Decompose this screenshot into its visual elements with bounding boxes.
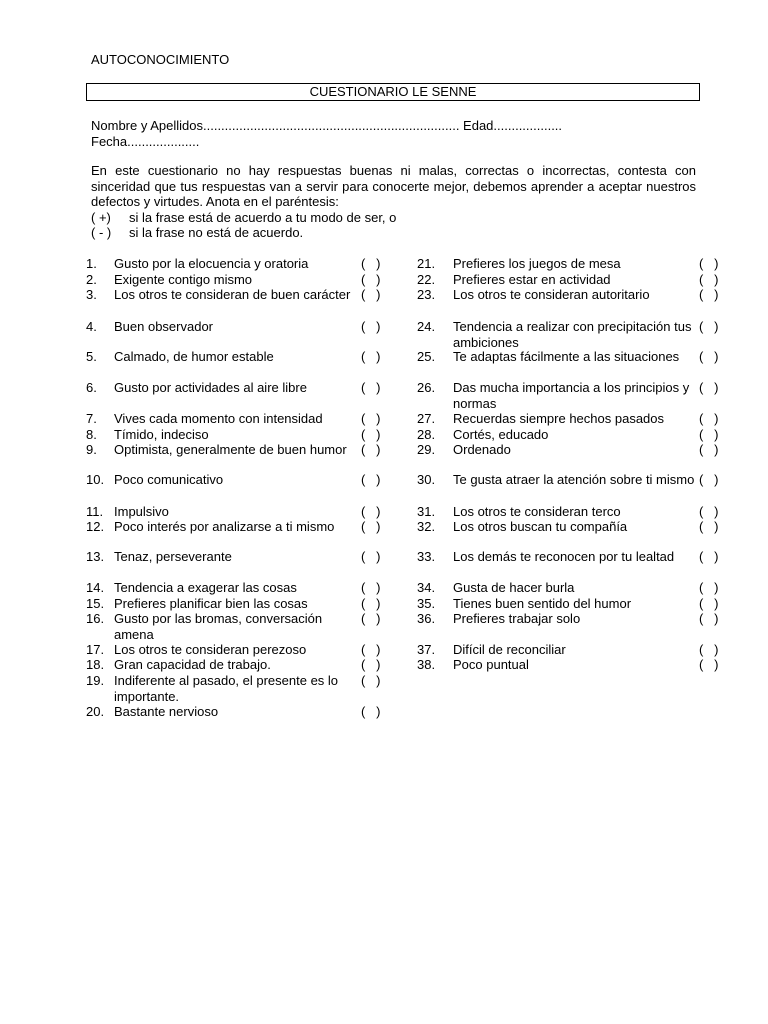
question-number: 32. bbox=[417, 519, 436, 534]
question-number: 35. bbox=[417, 596, 436, 611]
question-text: Optimista, generalmente de buen humor bbox=[114, 442, 347, 457]
question-row bbox=[86, 272, 381, 288]
question-text: Tímido, indeciso bbox=[114, 427, 209, 442]
question-row bbox=[417, 611, 719, 627]
question-number: 9. bbox=[86, 442, 97, 457]
answer-box[interactable]: ( ) bbox=[361, 472, 381, 487]
question-row bbox=[417, 596, 719, 612]
question-row bbox=[86, 411, 381, 427]
question-row bbox=[86, 657, 381, 673]
question-text: Tendencia a realizar con precipitación tus ambiciones bbox=[453, 319, 692, 350]
question-number: 22. bbox=[417, 272, 436, 287]
answer-box[interactable]: ( ) bbox=[361, 580, 381, 595]
question-number: 3. bbox=[86, 287, 97, 302]
question-text: Los demás te reconocen por tu lealtad bbox=[453, 549, 675, 564]
question-row bbox=[417, 287, 719, 303]
question-text: Los otros buscan tu compañía bbox=[453, 519, 628, 534]
question-number: 10. bbox=[86, 472, 105, 487]
question-number: 29. bbox=[417, 442, 436, 457]
question-number: 21. bbox=[417, 256, 436, 271]
question-number: 18. bbox=[86, 657, 105, 672]
question-row bbox=[86, 472, 381, 488]
question-number: 6. bbox=[86, 380, 97, 395]
question-row bbox=[417, 549, 719, 565]
answer-box[interactable]: ( ) bbox=[361, 427, 381, 442]
answer-box[interactable]: ( ) bbox=[361, 287, 381, 302]
option-symbol: ( +) bbox=[91, 209, 111, 225]
question-row bbox=[417, 642, 719, 658]
question-text: Bastante nervioso bbox=[114, 704, 219, 719]
answer-box[interactable]: ( ) bbox=[361, 380, 381, 395]
question-row bbox=[417, 272, 719, 288]
question-number: 14. bbox=[86, 580, 105, 595]
answer-box[interactable]: ( ) bbox=[361, 319, 381, 334]
question-number: 4. bbox=[86, 319, 97, 334]
answer-box[interactable]: ( ) bbox=[361, 256, 381, 271]
answer-box[interactable]: ( ) bbox=[699, 427, 719, 442]
question-row bbox=[86, 442, 381, 458]
question-row bbox=[86, 287, 381, 303]
option-text: si la frase no está de acuerdo. bbox=[129, 225, 304, 240]
question-text: Vives cada momento con intensidad bbox=[114, 411, 323, 426]
page-heading: AUTOCONOCIMIENTO bbox=[91, 52, 230, 67]
question-row bbox=[86, 427, 381, 443]
question-number: 20. bbox=[86, 704, 105, 719]
question-text: Das mucha importancia a los principios y normas bbox=[453, 380, 690, 411]
answer-box[interactable]: ( ) bbox=[699, 549, 719, 564]
answer-box[interactable]: ( ) bbox=[699, 411, 719, 426]
question-number: 2. bbox=[86, 272, 97, 287]
question-number: 1. bbox=[86, 256, 97, 271]
question-row bbox=[417, 580, 719, 596]
question-text: Tienes buen sentido del humor bbox=[453, 596, 632, 611]
question-row bbox=[417, 319, 719, 350]
question-row bbox=[86, 549, 381, 565]
answer-box[interactable]: ( ) bbox=[699, 596, 719, 611]
answer-box[interactable]: ( ) bbox=[361, 442, 381, 457]
question-row bbox=[417, 349, 719, 365]
question-row bbox=[86, 704, 381, 720]
question-text: Los otros te consideran autoritario bbox=[453, 287, 650, 302]
question-number: 36. bbox=[417, 611, 436, 626]
question-text: Prefieres estar en actividad bbox=[453, 272, 611, 287]
answer-box[interactable]: ( ) bbox=[699, 380, 719, 395]
question-text: Te gusta atraer la atención sobre ti mismo bbox=[453, 472, 695, 487]
question-row bbox=[86, 519, 381, 535]
question-row bbox=[417, 256, 719, 272]
question-number: 25. bbox=[417, 349, 436, 364]
question-text: Los otros te consideran de buen carácter bbox=[114, 287, 351, 302]
question-text: Gusto por actividades al aire libre bbox=[114, 380, 307, 395]
name-age-line[interactable]: Nombre y Apellidos....................................................................... Edad................... bbox=[91, 118, 563, 133]
answer-box[interactable]: ( ) bbox=[361, 657, 381, 672]
question-number: 19. bbox=[86, 673, 105, 688]
question-text: Prefieres trabajar solo bbox=[453, 611, 581, 626]
question-number: 38. bbox=[417, 657, 436, 672]
answer-box[interactable]: ( ) bbox=[361, 596, 381, 611]
answer-box[interactable]: ( ) bbox=[361, 272, 381, 287]
question-row bbox=[417, 427, 719, 443]
question-text: Prefieres planificar bien las cosas bbox=[114, 596, 308, 611]
question-number: 15. bbox=[86, 596, 105, 611]
answer-box[interactable]: ( ) bbox=[361, 411, 381, 426]
question-row bbox=[86, 673, 381, 704]
answer-box[interactable]: ( ) bbox=[361, 673, 381, 688]
question-number: 16. bbox=[86, 611, 105, 626]
question-row bbox=[86, 642, 381, 658]
question-text: Prefieres los juegos de mesa bbox=[453, 256, 621, 271]
question-number: 12. bbox=[86, 519, 105, 534]
answer-box[interactable]: ( ) bbox=[699, 349, 719, 364]
answer-box[interactable]: ( ) bbox=[699, 611, 719, 626]
question-text: Cortés, educado bbox=[453, 427, 549, 442]
answer-box[interactable]: ( ) bbox=[361, 504, 381, 519]
question-text: Difícil de reconciliar bbox=[453, 642, 566, 657]
question-number: 17. bbox=[86, 642, 105, 657]
answer-box[interactable]: ( ) bbox=[699, 642, 719, 657]
instructions bbox=[91, 163, 696, 241]
option-agree bbox=[91, 210, 696, 226]
question-row bbox=[86, 504, 381, 520]
answer-box[interactable]: ( ) bbox=[361, 519, 381, 534]
question-row bbox=[86, 349, 381, 365]
question-text: Gusta de hacer burla bbox=[453, 580, 575, 595]
question-number: 7. bbox=[86, 411, 97, 426]
question-row bbox=[86, 380, 381, 396]
question-text: Gran capacidad de trabajo. bbox=[114, 657, 271, 672]
instructions-paragraph: En este cuestionario no hay respuestas buenas ni malas, correctas o incorrectas, contesta con sinceridad que tus respuestas van a servir para conocerte mejor, debemos aprender a aceptar nuestros defectos y virtudes. Anota en el paréntesis: bbox=[91, 163, 696, 209]
option-text: si la frase está de acuerdo a tu modo de ser, o bbox=[129, 209, 397, 225]
question-row bbox=[417, 442, 719, 458]
question-number: 24. bbox=[417, 319, 436, 334]
question-row bbox=[417, 657, 719, 673]
answer-box[interactable]: ( ) bbox=[361, 642, 381, 657]
answer-box[interactable]: ( ) bbox=[361, 704, 381, 719]
question-number: 8. bbox=[86, 427, 97, 442]
answer-box[interactable]: ( ) bbox=[699, 504, 719, 519]
question-number: 31. bbox=[417, 504, 436, 519]
question-number: 5. bbox=[86, 349, 97, 364]
question-row bbox=[417, 472, 719, 488]
question-number: 34. bbox=[417, 580, 436, 595]
question-text: Ordenado bbox=[453, 442, 511, 457]
answer-box[interactable]: ( ) bbox=[361, 549, 381, 564]
question-number: 26. bbox=[417, 380, 436, 395]
question-number: 27. bbox=[417, 411, 436, 426]
answer-box[interactable]: ( ) bbox=[699, 657, 719, 672]
question-row bbox=[417, 411, 719, 427]
answer-box[interactable]: ( ) bbox=[699, 442, 719, 457]
question-row bbox=[417, 519, 719, 535]
question-text: Te adaptas fácilmente a las situaciones bbox=[453, 349, 680, 364]
question-text: Indiferente al pasado, el presente es lo importante. bbox=[114, 673, 339, 704]
answer-box[interactable]: ( ) bbox=[361, 349, 381, 364]
question-number: 28. bbox=[417, 427, 436, 442]
question-text: Tenaz, perseverante bbox=[114, 549, 232, 564]
question-text: Buen observador bbox=[114, 319, 214, 334]
question-row bbox=[86, 596, 381, 612]
question-number: 37. bbox=[417, 642, 436, 657]
answer-box[interactable]: ( ) bbox=[699, 472, 719, 487]
answer-box[interactable]: ( ) bbox=[699, 272, 719, 287]
answer-box[interactable]: ( ) bbox=[699, 256, 719, 271]
question-text: Los otros te consideran terco bbox=[453, 504, 621, 519]
question-text: Recuerdas siempre hechos pasados bbox=[453, 411, 665, 426]
questionnaire-title: CUESTIONARIO LE SENNE bbox=[86, 83, 700, 101]
option-symbol: ( - ) bbox=[91, 225, 112, 240]
option-disagree bbox=[91, 225, 696, 241]
question-text: Tendencia a exagerar las cosas bbox=[114, 580, 297, 595]
question-row bbox=[86, 319, 381, 335]
question-text: Calmado, de humor estable bbox=[114, 349, 274, 364]
answer-box[interactable]: ( ) bbox=[699, 519, 719, 534]
question-row bbox=[86, 256, 381, 272]
question-text: Gusto por la elocuencia y oratoria bbox=[114, 256, 309, 271]
question-text: Exigente contigo mismo bbox=[114, 272, 253, 287]
answer-box[interactable]: ( ) bbox=[361, 611, 381, 626]
question-text: Poco comunicativo bbox=[114, 472, 224, 487]
question-text: Poco puntual bbox=[453, 657, 529, 672]
question-text: Los otros te consideran perezoso bbox=[114, 642, 307, 657]
question-text: Poco interés por analizarse a ti mismo bbox=[114, 519, 335, 534]
question-number: 11. bbox=[86, 504, 104, 519]
question-row bbox=[86, 580, 381, 596]
question-text: Impulsivo bbox=[114, 504, 169, 519]
date-line[interactable]: Fecha.................... bbox=[91, 133, 200, 149]
question-row bbox=[86, 611, 381, 642]
question-row bbox=[417, 504, 719, 520]
question-number: 13. bbox=[86, 549, 105, 564]
answer-box[interactable]: ( ) bbox=[699, 319, 719, 334]
question-row bbox=[417, 380, 719, 411]
question-number: 33. bbox=[417, 549, 436, 564]
answer-box[interactable]: ( ) bbox=[699, 580, 719, 595]
identity-fields bbox=[91, 118, 711, 149]
question-number: 30. bbox=[417, 472, 436, 487]
question-text: Gusto por las bromas, conversación amena bbox=[114, 611, 323, 642]
question-number: 23. bbox=[417, 287, 436, 302]
answer-box[interactable]: ( ) bbox=[699, 287, 719, 302]
